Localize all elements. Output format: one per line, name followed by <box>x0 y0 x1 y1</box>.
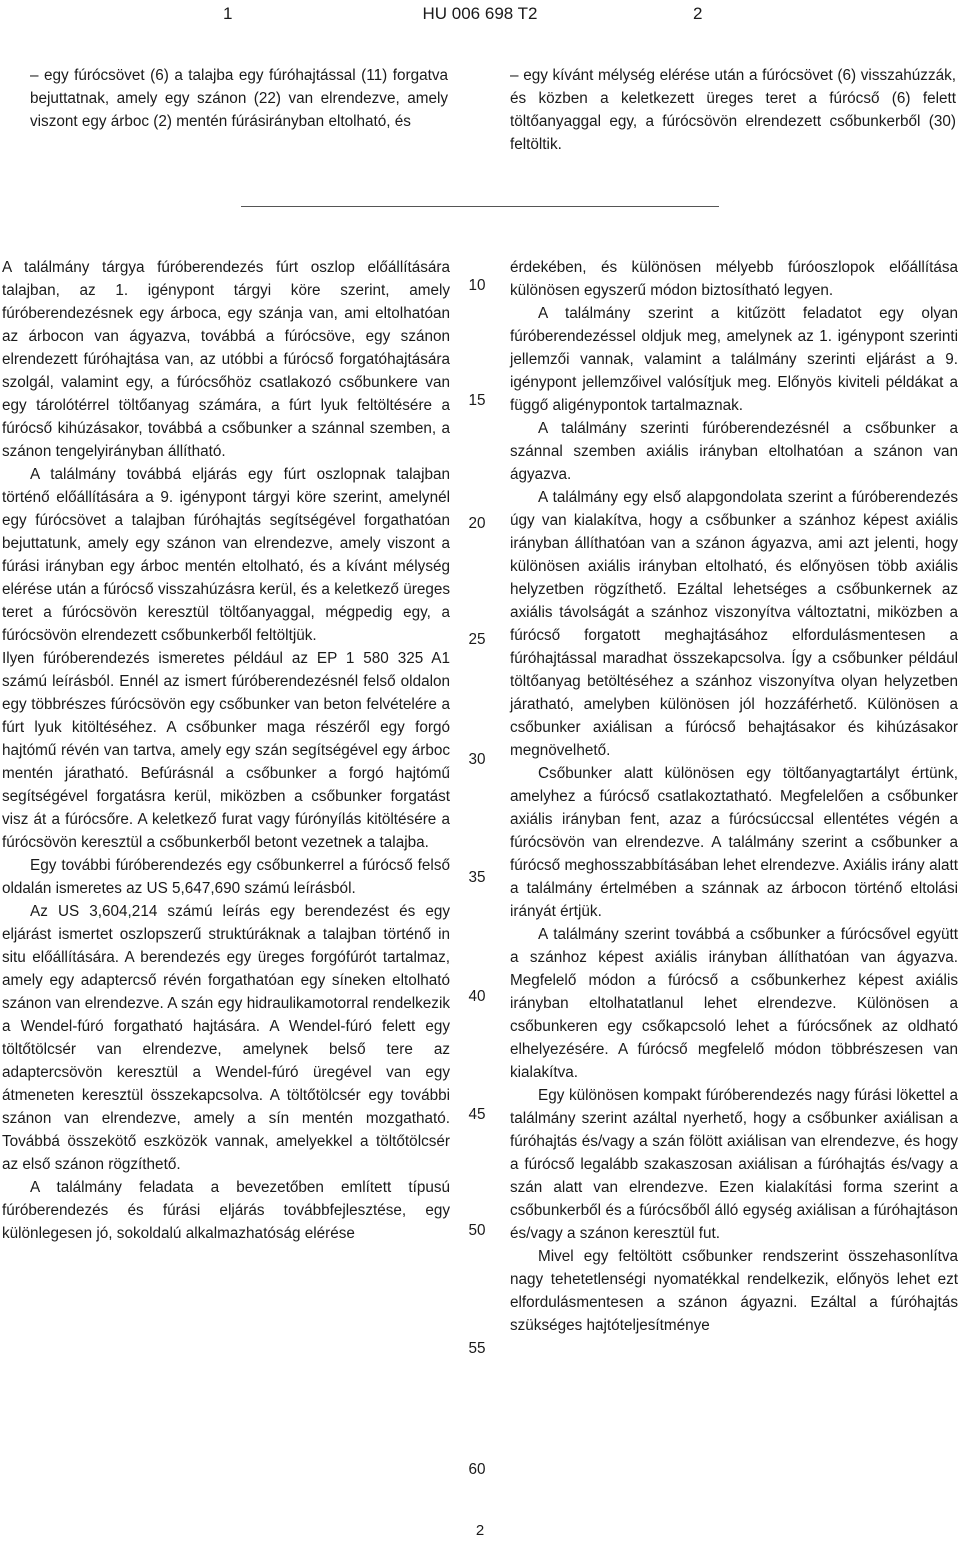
line-number: 60 <box>468 1461 486 1478</box>
top-left-step-text: – egy fúrócsövet (6) a talajba egy fúróhajtással (11) forgatva bejuttatnak, amely egy szánon (22) van elrendezve, amely viszont egy árboc (2) mentén fúrásirányban eltolható, és <box>30 67 448 130</box>
paragraph: A találmány szerinti fúróberendezésnél a csőbunker a szánnal szemben axiális irányban eltolhatóan a szánon van ágyazva. <box>510 420 958 483</box>
top-left-step <box>30 64 448 133</box>
right-page-number: 2 <box>693 4 703 23</box>
paragraph: A találmány szerint továbbá a csőbunker a fúrócsővel együtt a szánhoz képest axiális irányban állíthatóan van ágyazva. Megfelelő módon a fúrócső a csőbunkerhez képest axiális irányban eltolhatatlanul lehet elrendezve. Különösen a csőbunkeren egy csőkapcsoló lehet a fúrócsőnek az oldható elhelyezésére. A fúrócső megfelelő módon többrészesen van kialakítva. <box>510 926 958 1081</box>
line-number: 35 <box>468 869 486 886</box>
paragraph: A találmány egy első alapgondolata szerint a fúróberendezés úgy van kialakítva, hogy a csőbunker a szánhoz képest axiális irányban állíthatóan van a szánon ágyazva, ami azt jelenti, hogy különösen axiális irányban eltolható, és előnyösen több axiális helyzetben rögzíthető. Ezáltal lehetséges a csőbunkernek az axiális távolságát a szánhoz viszonyítva változtatni, miközben a fúrócső forgatott meghajtásához elfordulásmentesen a fúróhajtással maradhat összekapcsolva. Így a csőbunker például töltőanyag betöltéséhez a szánhoz viszonyítva olyan helyzetben járatható, amelyben különösen jól hozzáférhető. Különösen a csőbunker axiálisan a fúrócső behajtásakor és kihúzásakor megnövelhető. <box>510 489 958 759</box>
line-number: 45 <box>468 1106 486 1123</box>
line-number: 55 <box>468 1340 486 1357</box>
line-number: 25 <box>468 631 486 648</box>
paragraph: Ilyen fúróberendezés ismeretes például az EP 1 580 325 A1 számú leírásból. Ennél az ismert fúróberendezésnél felső oldalon egy többrészes fúrócsövön egy csőbunker van beton felvételére a fúrt lyuk kitöltéséhez. A csőbunker maga részéről egy forgó hajtómű révén van tartva, amely egy szán segítségével egy árboc mentén járatható. Befúrásnál a csőbunker a forgó hajtómű segítségével forgatásra kerül, miközben a csőbunker forgatást visz át a fúrócsőre. A keletkező furat vagy fúrónyílás kitöltésére a fúrócsövön keresztül a csőbunkerből betont vezetnek a talajba. <box>2 650 450 851</box>
paragraph: Egy különösen kompakt fúróberendezés nagy fúrási lökettel a találmány szerint azáltal nyerhető, hogy a csőbunker axiálisan a fúróhajtás és/vagy a szán fölött axiálisan van elrendezve, és hogy a fúrócső legalább szakaszosan axiálisan a fúróhajtás és/vagy a szán alatt van elrendezve. Ezen kialakítási forma szerint a csőbunkerből és a fúrócsőből álló egység axiálisan a fúróhajtáson és/vagy a szánon keresztül fut. <box>510 1087 958 1242</box>
paragraph: A találmány feladata a bevezetőben említett típusú fúróberendezés és fúrási eljárás továbbfejlesztése, egy különlegesen jó, sokoldalú alkalmazhatóság elérése <box>2 1179 450 1242</box>
paragraph: A találmány továbbá eljárás egy fúrt oszlopnak talajban történő előállítására a 9. igénypont tárgyi köre szerint, amelynél egy fúrócsövet a talajban fúróhajtás segítségével forgathatóan bejuttatunk, amely egy szánon van elrendezve, amely viszont a fúrási irányban egy árboc mentén eltolható, és a kívánt mélység elérése után a fúrócső visszahúzásra kerül, és a keletkező üreges teret a fúrócsövön keresztül töltőanyaggal, mégpedig egy, a fúrócsövön elrendezett csőbunkerből feltöltjük. <box>2 466 450 644</box>
right-column <box>510 256 958 1337</box>
left-page-number: 1 <box>223 4 233 23</box>
paragraph: A találmány tárgya fúróberendezés fúrt oszlop előállítására talajban, az 1. igénypont tárgyi köre szerint, amely fúróberendezésnek egy árboca, egy szánja van, ami eltolhatóan az árbocon van ágyazva, továbbá a fúrócsöve, egy szánon elrendezett fúróhajtása van, az utóbbi a fúrócső forgatóhajtására szolgál, valamint egy, a fúrócsőhöz csatlakozó csőbunkere van egy tárolótérrel töltőanyag számára, a fúrt lyuk feltöltésére a fúrócső kihúzásakor, továbbá a csőbunker a szánnal szemben, a szánon tengelyirányban állítható. <box>2 259 450 460</box>
line-number: 40 <box>468 988 486 1005</box>
line-number: 30 <box>468 751 486 768</box>
paragraph: Mivel egy feltöltött csőbunker rendszerint összehasonlítva nagy tehetetlenségi nyomatékkal rendelkezik, előnyös lehet ezt elfordulásmentesen a szánon ágyazni. Ezáltal a fúróhajtás szükséges hajtóteljesítménye <box>510 1248 958 1334</box>
top-right-step-text: – egy kívánt mélység elérése után a fúrócsövet (6) visszahúzzák, és közben a keletkezett üreges teret a fúrócső (6) felett töltőanyaggal egy, a fúrócsövön elrendezett csőbunkerből (30) feltöltik. <box>510 67 956 153</box>
paragraph: érdekében, és különösen mélyebb fúróoszlopok előállítása különösen egyszerű módon biztosítható legyen. <box>510 259 958 299</box>
document-id: HU 006 698 T2 <box>422 4 538 23</box>
line-number: 20 <box>468 515 486 532</box>
section-divider <box>241 206 719 207</box>
line-number: 15 <box>468 392 486 409</box>
paragraph: A találmány szerint a kitűzött feladatot egy olyan fúróberendezéssel oldjuk meg, amelynek az 1. igénypont szerinti jellemzői vannak, valamint a találmány szerinti eljárást a 9. igénypont jellemzőivel valósítjuk meg. Előnyös kiviteli példákat a függő aligénypontok tartalmaznak. <box>510 305 958 414</box>
paragraph: Csőbunker alatt különösen egy töltőanyagtartályt értünk, amelyhez a fúrócső csatlakoztatható. Megfelelően a csőbunker axiális irányban fent, azaz a fúrócsúccsal ellentétes végén a fúrócsövön van elrendezve. A találmány szerint a csőbunker a fúrócső meghosszabbításában lehet elrendezve. Axiális irány alatt a találmány értelmében a szánnak az árbocon történő eltolási irányát értjük. <box>510 765 958 920</box>
left-column <box>2 256 450 1245</box>
paragraph: Az US 3,604,214 számú leírás egy berendezést és egy eljárást ismertet oszlopszerű struktúráknak a talajban történő in situ előállítására. A berendezés egy üreges forgófúrót tartalmaz, amely egy adaptercső révén forgathatóan egy síneken eltolható szánon van elrendezve. A szán egy hidraulikamotorral rendelkezik a Wendel-fúró forgatható hajtására. A Wendel-fúró felett egy töltőtölcsér van elrendezve, amelynek belső tere az adaptercsövön keresztül a Wendel-fúró üregével van egy átmeneten keresztül összekapcsolva. A töltőtölcsér egy további szánon van elrendezve, amely a sín mentén mozgatható. Továbbá összekötő eszközök vannak, amelyekkel a töltőtölcsér az első szánon rögzíthető. <box>2 903 450 1173</box>
line-number: 50 <box>468 1222 486 1239</box>
paragraph: Egy további fúróberendezés egy csőbunkerrel a fúrócső felső oldalán ismeretes az US 5,647,690 számú leírásból. <box>2 857 450 897</box>
line-number: 10 <box>468 277 486 294</box>
footer-page-number: 2 <box>475 1522 485 1539</box>
top-right-step <box>510 64 956 156</box>
